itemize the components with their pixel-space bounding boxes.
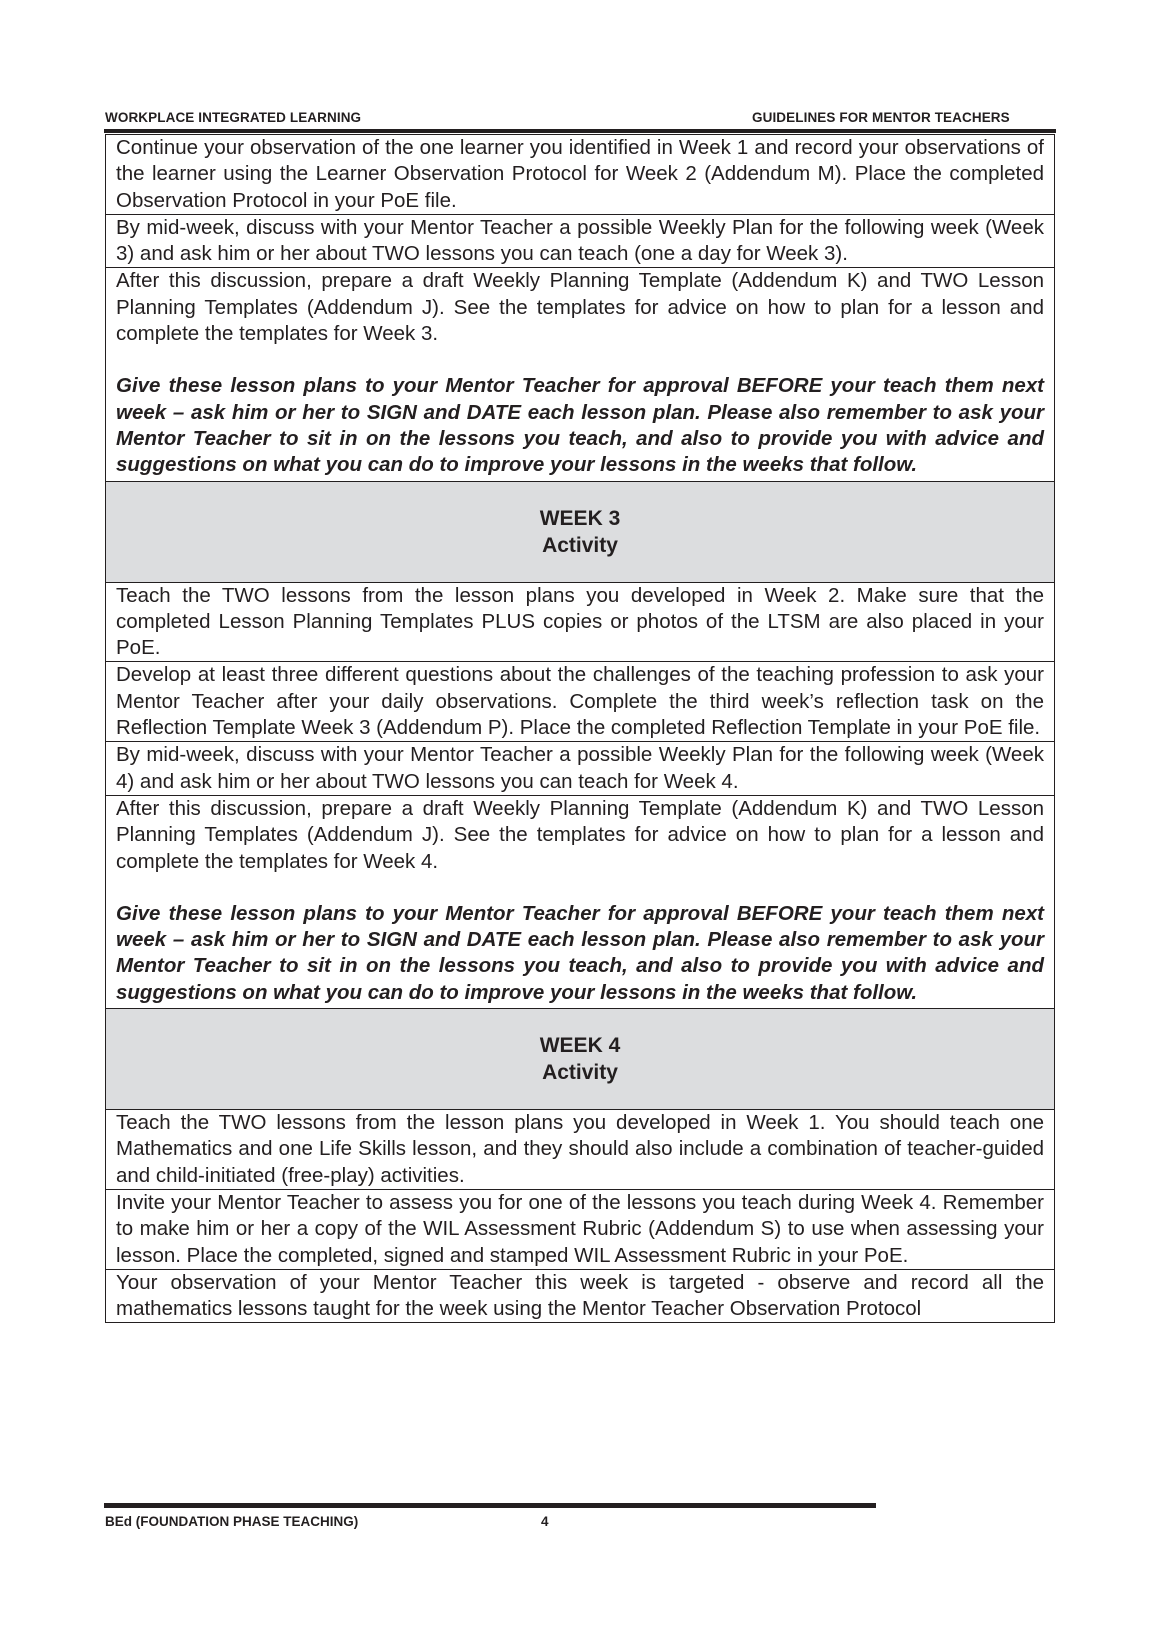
table-row xyxy=(106,742,1055,796)
approval-note: Give these lesson plans to your Mentor Teacher for approval BEFORE your teach them next week – ask him or her to SIGN and DATE each lesson plan. Please also remember to ask your Mentor Teacher to sit in on the lessons you teach, and also to provide you with advice and suggestions on what you can do to improve your lessons in the weeks that follow. xyxy=(116,374,1044,477)
table-cell: Invite your Mentor Teacher to assess you for one of the lessons you teach during Week 4. Remember to make him or her a copy of the WIL Assessment Rubric (Addendum S) to use when assessing your lesson. Place the completed, signed and stamped WIL Assessment Rubric in your PoE. xyxy=(106,1189,1055,1269)
header-right: GUIDELINES FOR MENTOR TEACHERS xyxy=(752,110,1010,125)
table-row xyxy=(106,1189,1055,1269)
table-row xyxy=(106,1110,1055,1190)
table-row xyxy=(106,1269,1055,1323)
table-cell: Teach the TWO lessons from the lesson plans you developed in Week 2. Make sure that the completed Lesson Planning Templates PLUS copies or photos of the LTSM are also placed in your PoE. xyxy=(106,582,1055,662)
week-subtitle: Activity xyxy=(542,1061,618,1085)
page-number: 4 xyxy=(541,1514,549,1529)
week-title: WEEK 3 xyxy=(539,506,621,530)
table-cell: By mid-week, discuss with your Mentor Teacher a possible Weekly Plan for the following week (Week 3) and ask him or her about TWO lessons you can teach (one a day for Week 3). xyxy=(106,214,1055,268)
table-cell xyxy=(106,795,1055,1008)
table-cell: Continue your observation of the one learner you identified in Week 1 and record your observations of the learner using the Learner Observation Protocol for Week 2 (Addendum M). Place the completed Observation Protocol in your PoE file. xyxy=(106,135,1055,215)
approval-note: Give these lesson plans to your Mentor Teacher for approval BEFORE your teach them next week – ask him or her to SIGN and DATE each lesson plan. Please also remember to ask your Mentor Teacher to sit in on the lessons you teach, and also to provide you with advice and suggestions on what you can do to improve your lessons in the weeks that follow. xyxy=(116,901,1044,1004)
table-row xyxy=(106,662,1055,742)
paragraph: After this discussion, prepare a draft Weekly Planning Template (Addendum K) and TWO Lesson Planning Templates (Addendum J). See the templates for advice on how to plan for a lesson and complete the templates for Week 4. xyxy=(116,796,1044,873)
table-cell xyxy=(106,268,1055,481)
table-cell: By mid-week, discuss with your Mentor Teacher a possible Weekly Plan for the following week (Week 4) and ask him or her about TWO lessons you can teach for Week 4. xyxy=(106,742,1055,796)
table-row xyxy=(106,214,1055,268)
week-heading-row xyxy=(106,481,1055,582)
table-row xyxy=(106,135,1055,215)
header-left: WORKPLACE INTEGRATED LEARNING xyxy=(105,110,362,125)
week-subtitle: Activity xyxy=(542,533,618,557)
paragraph: After this discussion, prepare a draft Weekly Planning Template (Addendum K) and TWO Lesson Planning Templates (Addendum J). See the templates for advice on how to plan for a lesson and complete the templates for Week 3. xyxy=(116,269,1044,346)
week-heading-row xyxy=(106,1009,1055,1110)
activity-table xyxy=(105,134,1055,1323)
week-title: WEEK 4 xyxy=(539,1034,621,1058)
table-cell: Develop at least three different questions about the challenges of the teaching profession to ask your Mentor Teacher after your daily observations. Complete the third week’s reflection task on the Reflection Template Week 3 (Addendum P). Place the completed Reflection Template in your PoE file. xyxy=(106,662,1055,742)
footer-rule xyxy=(104,1503,876,1508)
week-heading xyxy=(106,1009,1055,1110)
table-row xyxy=(106,795,1055,1008)
table-row xyxy=(106,582,1055,662)
week-heading xyxy=(106,481,1055,582)
table-cell: Your observation of your Mentor Teacher this week is targeted - observe and record all the mathematics lessons taught for the week using the Mentor Teacher Observation Protocol xyxy=(106,1269,1055,1323)
footer-title: BEd (FOUNDATION PHASE TEACHING) xyxy=(105,1514,359,1529)
table-row xyxy=(106,268,1055,481)
header-rule xyxy=(104,129,1056,133)
table-cell: Teach the TWO lessons from the lesson plans you developed in Week 1. You should teach one Mathematics and one Life Skills lesson, and they should also include a combination of teacher-guided and child-initiated (free-play) activities. xyxy=(106,1110,1055,1190)
